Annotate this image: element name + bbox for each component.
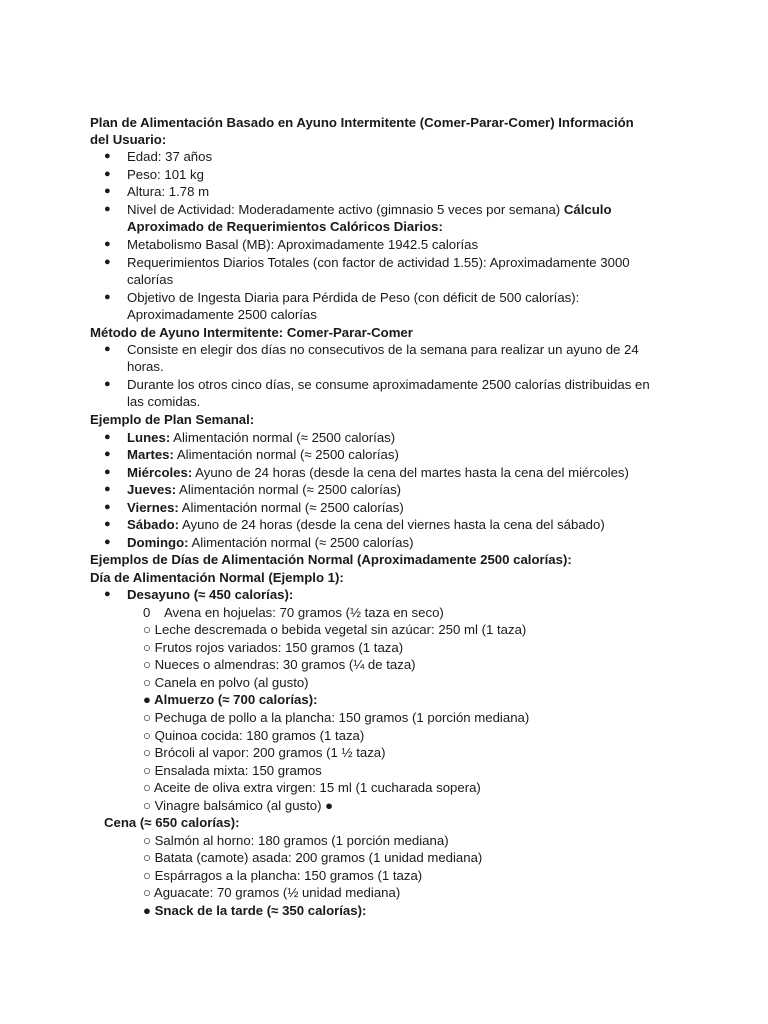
food-item: ○ Leche descremada o bebida vegetal sin azúcar: 250 ml (1 taza) bbox=[143, 622, 527, 637]
list-item-continuation: las comidas. bbox=[127, 394, 201, 409]
bullet: ● bbox=[104, 203, 111, 215]
day1-heading: Día de Alimentación Normal (Ejemplo 1): bbox=[90, 570, 344, 585]
bullet: ● bbox=[104, 483, 111, 495]
method-heading: Método de Ayuno Intermitente: Comer-Parar-Comer bbox=[90, 325, 413, 340]
bullet: ● bbox=[104, 466, 111, 478]
food-item: ○ Aguacate: 70 gramos (½ unidad mediana) bbox=[143, 885, 401, 900]
day-name: Martes: bbox=[127, 447, 174, 462]
item-marker: 0 bbox=[143, 605, 151, 620]
list-item: Requerimientos Diarios Totales (con factor de actividad 1.55): Aproximadamente 3000 bbox=[127, 255, 630, 270]
bullet: ● bbox=[104, 588, 111, 600]
list-item-continuation: calorías bbox=[127, 272, 174, 287]
week-day-row bbox=[127, 516, 605, 534]
bullet: ● bbox=[104, 448, 111, 460]
bullet: ● bbox=[104, 238, 111, 250]
food-item: ○ Espárragos a la plancha: 150 gramos (1 taza) bbox=[143, 868, 423, 883]
day-plan: Alimentación normal (≈ 2500 calorías) bbox=[178, 500, 404, 515]
week-day-row bbox=[127, 464, 629, 482]
list-item: Consiste en elegir dos días no consecutivos de la semana para realizar un ayuno de 24 bbox=[127, 342, 639, 357]
bullet: ● bbox=[104, 378, 111, 390]
food-item: ○ Canela en polvo (al gusto) bbox=[143, 675, 309, 690]
bullet: ● bbox=[104, 536, 111, 548]
bullet: ● bbox=[104, 256, 111, 268]
food-item-text: Avena en hojuelas: 70 gramos (½ taza en seco) bbox=[164, 605, 444, 620]
day-name: Domingo: bbox=[127, 535, 189, 550]
food-item bbox=[143, 604, 444, 622]
food-item: ○ Quinoa cocida: 180 gramos (1 taza) bbox=[143, 728, 365, 743]
list-item: Durante los otros cinco días, se consume aproximadamente 2500 calorías distribuidas en bbox=[127, 377, 650, 392]
list-item: Peso: 101 kg bbox=[127, 167, 204, 182]
week-day-row bbox=[127, 481, 401, 499]
week-day-row bbox=[127, 446, 399, 464]
lunch-heading: ● Almuerzo (≈ 700 calorías): bbox=[143, 692, 318, 707]
food-item: ○ Ensalada mixta: 150 gramos bbox=[143, 763, 322, 778]
list-item-continuation: Aproximadamente 2500 calorías bbox=[127, 307, 317, 322]
list-item-continuation: horas. bbox=[127, 359, 164, 374]
bullet: ● bbox=[104, 150, 111, 162]
calorie-heading-part1: Cálculo bbox=[563, 202, 612, 217]
weekly-heading: Ejemplo de Plan Semanal: bbox=[90, 412, 255, 427]
list-item: Edad: 37 años bbox=[127, 149, 213, 164]
week-day-row bbox=[127, 534, 413, 552]
calorie-heading-part2: Aproximado de Requerimientos Calóricos Diarios: bbox=[127, 219, 443, 234]
bullet: ● bbox=[104, 501, 111, 513]
day-plan: Alimentación normal (≈ 2500 calorías) bbox=[170, 430, 396, 445]
week-day-row bbox=[127, 499, 404, 517]
bullet: ● bbox=[104, 168, 111, 180]
food-item: ○ Brócoli al vapor: 200 gramos (1 ½ taza) bbox=[143, 745, 386, 760]
day-plan: Alimentación normal (≈ 2500 calorías) bbox=[188, 535, 414, 550]
bullet: ● bbox=[104, 343, 111, 355]
food-item: ○ Frutos rojos variados: 150 gramos (1 taza) bbox=[143, 640, 404, 655]
food-item: ○ Pechuga de pollo a la plancha: 150 gramos (1 porción mediana) bbox=[143, 710, 530, 725]
list-item: Altura: 1.78 m bbox=[127, 184, 210, 199]
breakfast-heading: Desayuno (≈ 450 calorías): bbox=[127, 587, 294, 602]
food-item: ○ Nueces o almendras: 30 gramos (¼ de taza) bbox=[143, 657, 416, 672]
day-name: Sábado: bbox=[127, 517, 180, 532]
food-item: ○ Salmón al horno: 180 gramos (1 porción mediana) bbox=[143, 833, 449, 848]
activity-text: Nivel de Actividad: Moderadamente activo (gimnasio 5 veces por semana) bbox=[127, 202, 564, 217]
examples-heading: Ejemplos de Días de Alimentación Normal (Aproximadamente 2500 calorías): bbox=[90, 552, 572, 567]
day-plan: Alimentación normal (≈ 2500 calorías) bbox=[176, 482, 402, 497]
bullet: ● bbox=[104, 431, 111, 443]
bullet: ● bbox=[104, 185, 111, 197]
food-item: ○ Aceite de oliva extra virgen: 15 ml (1 cucharada sopera) bbox=[143, 780, 481, 795]
document-title-line2: del Usuario: bbox=[90, 132, 167, 147]
day-plan: Ayuno de 24 horas (desde la cena del martes hasta la cena del miércoles) bbox=[192, 465, 629, 480]
food-item: ○ Batata (camote) asada: 200 gramos (1 unidad mediana) bbox=[143, 850, 483, 865]
day-name: Miércoles: bbox=[127, 465, 193, 480]
dinner-heading: Cena (≈ 650 calorías): bbox=[104, 815, 240, 830]
day-name: Lunes: bbox=[127, 430, 171, 445]
food-item: ○ Vinagre balsámico (al gusto) ● bbox=[143, 798, 334, 813]
list-item: Metabolismo Basal (MB): Aproximadamente 1942.5 calorías bbox=[127, 237, 479, 252]
activity-line bbox=[127, 201, 612, 219]
week-day-row bbox=[127, 429, 395, 447]
snack-heading: ● Snack de la tarde (≈ 350 calorías): bbox=[143, 903, 367, 918]
day-name: Viernes: bbox=[127, 500, 179, 515]
day-plan: Ayuno de 24 horas (desde la cena del viernes hasta la cena del sábado) bbox=[179, 517, 605, 532]
day-plan: Alimentación normal (≈ 2500 calorías) bbox=[173, 447, 399, 462]
bullet: ● bbox=[104, 291, 111, 303]
document-title-line1: Plan de Alimentación Basado en Ayuno Intermitente (Comer-Parar-Comer) Información bbox=[90, 115, 634, 130]
list-item: Objetivo de Ingesta Diaria para Pérdida de Peso (con déficit de 500 calorías): bbox=[127, 290, 580, 305]
day-name: Jueves: bbox=[127, 482, 177, 497]
bullet: ● bbox=[104, 518, 111, 530]
